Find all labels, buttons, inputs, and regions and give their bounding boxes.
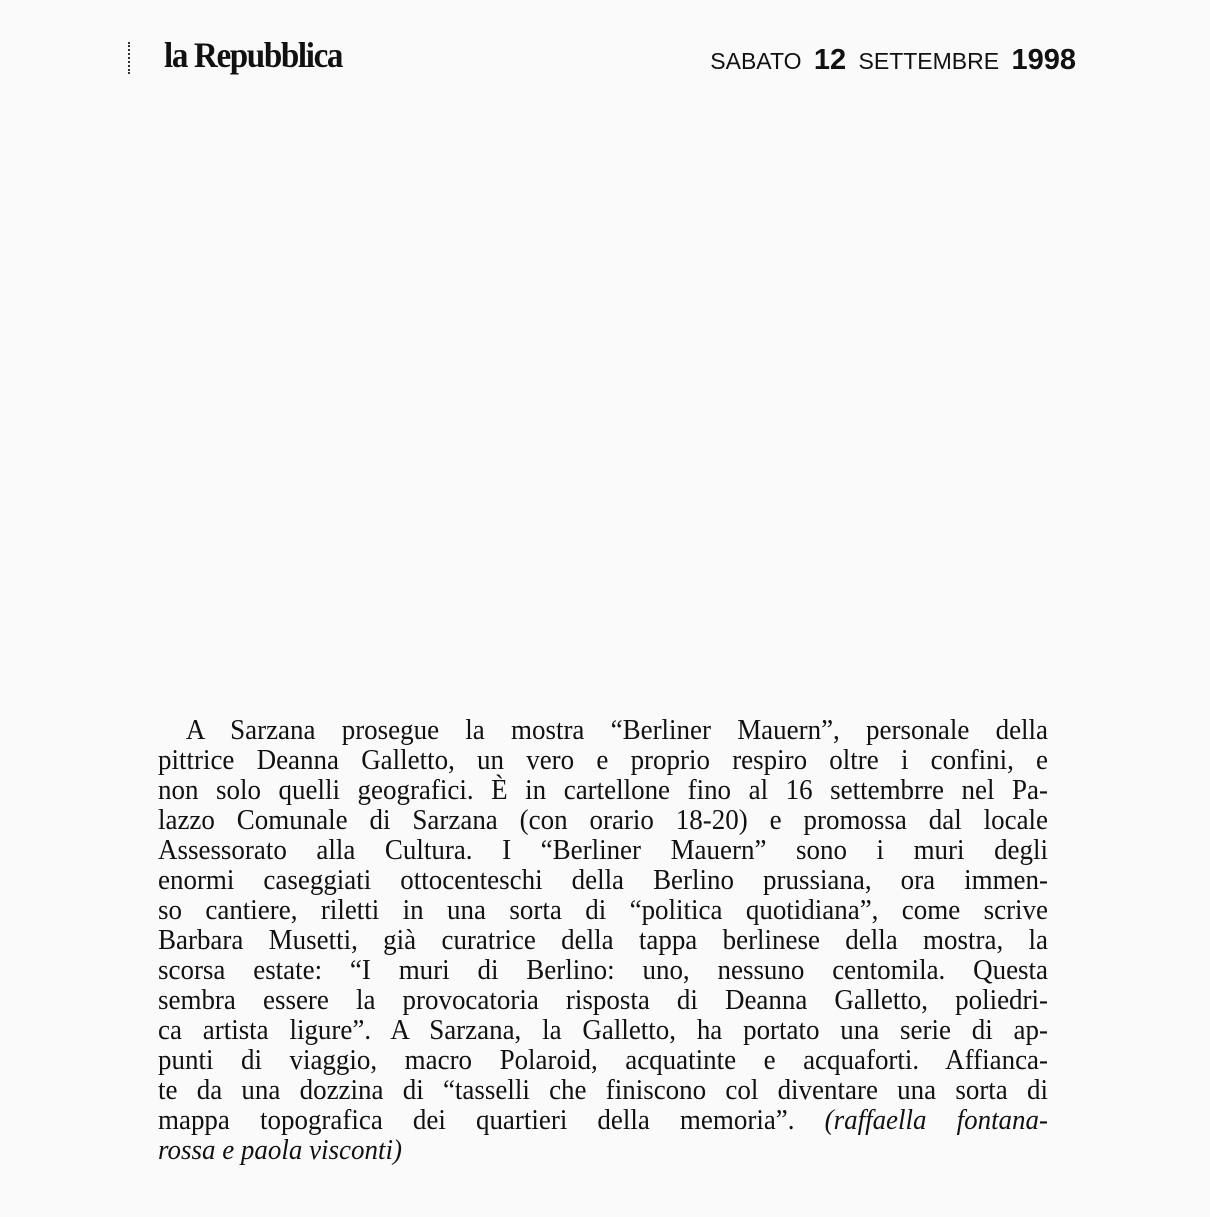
article-line: lazzo Comunale di Sarzana (con orario 18-20) e promossa dal locale [158, 804, 1049, 836]
dateline-date-number: 12 [813, 44, 847, 76]
article-line: pittrice Deanna Galletto, un vero e proprio respiro oltre i confini, e [158, 744, 1049, 776]
article-line: scorsa estate: “I muri di Berlino: uno, nessuno centomila. Questa [158, 954, 1049, 986]
article-line: sembra essere la provocatoria risposta di Deanna Galletto, poliedri- [158, 984, 1049, 1016]
article-line: te da una dozzina di “tasselli che finiscono col diventare una sorta di [158, 1074, 1049, 1106]
newspaper-masthead: la Repubblica [164, 35, 343, 75]
article-line: Barbara Musetti, già curatrice della tappa berlinese della mostra, la [158, 924, 1049, 956]
article-byline-continued: rossa e paola visconti) [158, 1134, 402, 1166]
article-line: Assessorato alla Cultura. I “Berliner Mauern” sono i muri degli [158, 834, 1049, 866]
article-line [158, 1105, 1048, 1135]
cut-marks [128, 42, 133, 74]
dateline [710, 44, 1076, 77]
article-byline: (raffaella fontana- [824, 1104, 1048, 1136]
article-line: ca artista ligure”. A Sarzana, la Galletto, ha portato una serie di ap- [158, 1014, 1049, 1046]
article-line: enormi caseggiati ottocenteschi della Berlino prussiana, ora immen- [158, 864, 1049, 896]
dateline-day: SABATO [710, 48, 802, 74]
article-line: punti di viaggio, macro Polaroid, acquatinte e acquaforti. Affianca- [158, 1044, 1049, 1076]
article-line: so cantiere, riletti in una sorta di “politica quotidiana”, come scrive [158, 894, 1049, 926]
dateline-year: 1998 [1011, 44, 1076, 76]
article-line: A Sarzana prosegue la mostra “Berliner Mauern”, personale della [185, 714, 1049, 746]
dateline-month: SETTEMBRE [858, 48, 1000, 74]
article-line: non solo quelli geografici. È in cartellone fino al 16 settembrre nel Pa- [158, 774, 1049, 806]
article-line-text: mappa topografica dei quartieri della memoria”. [158, 1104, 795, 1136]
article-body [158, 715, 1048, 1165]
